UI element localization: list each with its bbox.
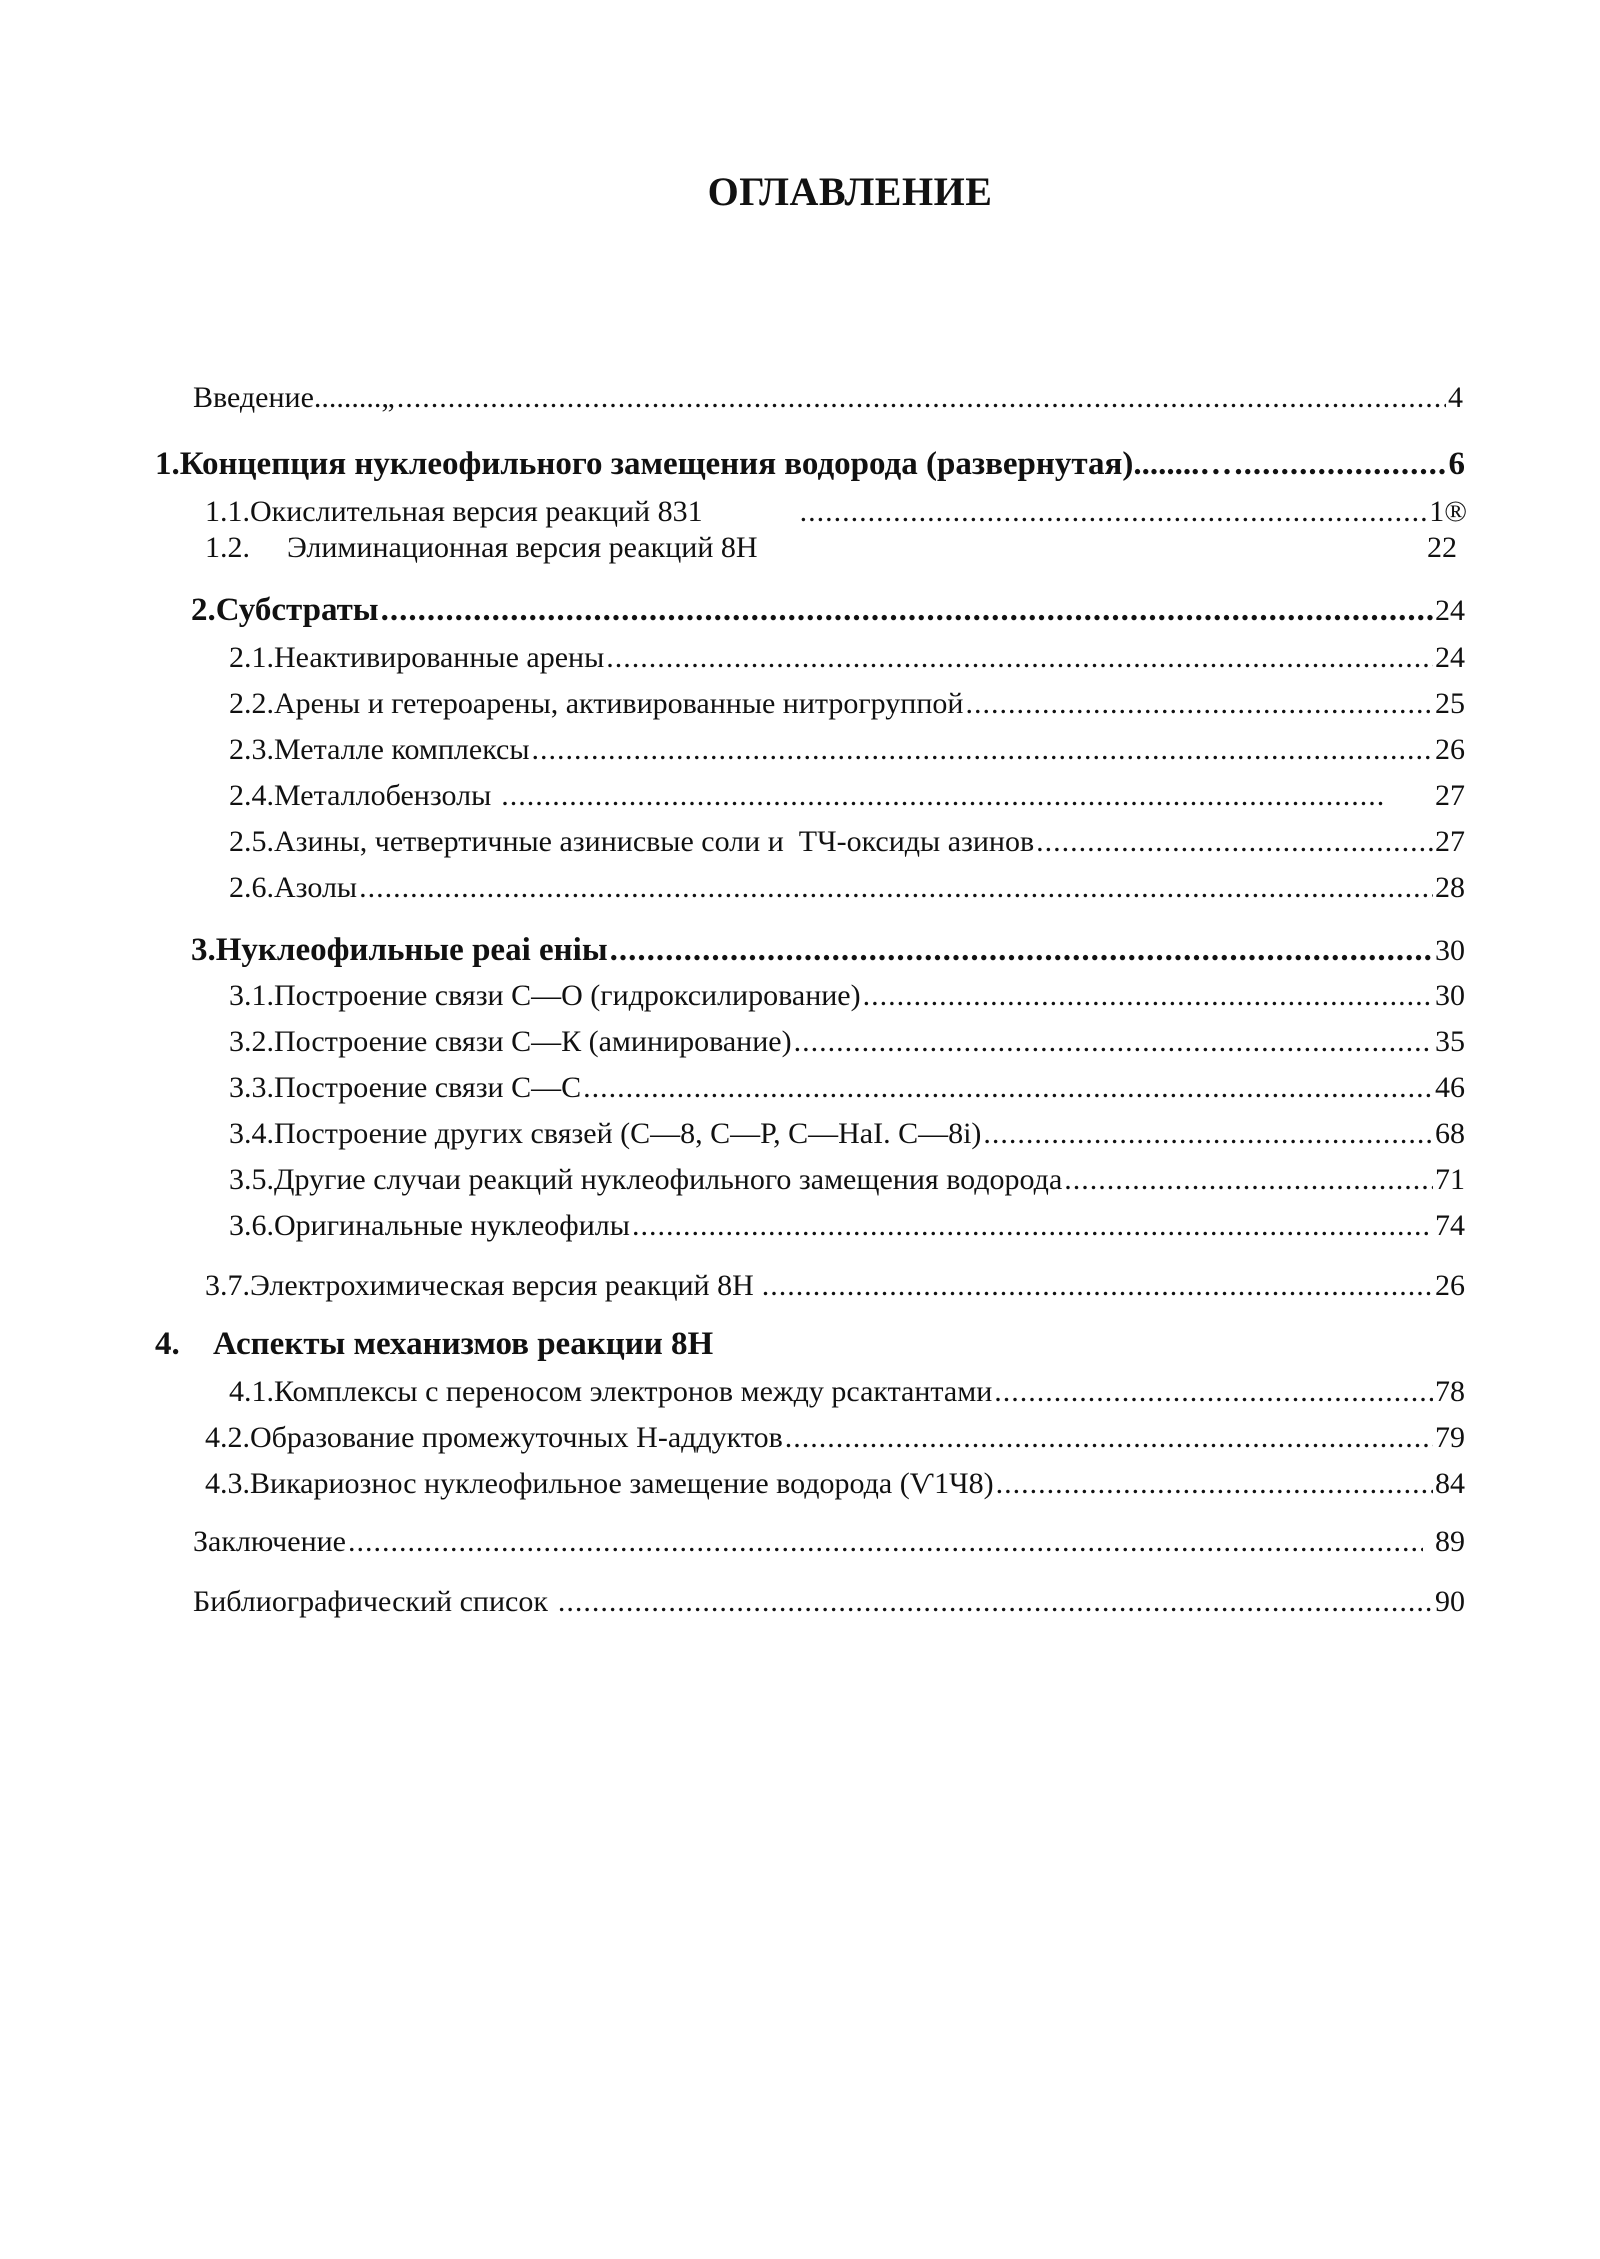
toc-entry-number: 2.2. [229,687,274,720]
toc-entry-section-3-6 [229,1206,1465,1246]
toc-entry-label: Металлобензолы [274,779,492,812]
toc-page-number: 26 [1435,1269,1465,1302]
toc-page-number: 4 [1448,381,1463,414]
dot-leader [606,638,1433,678]
toc-entry-label: Неактивированные арены [274,641,605,674]
toc-page-number: 26 [1435,733,1465,766]
dot-leader [558,1582,1433,1622]
toc-entry-section-3-1 [229,976,1465,1016]
toc-entry-label: Заключение [193,1525,346,1558]
dot-leader [501,776,1387,816]
toc-entry-label: Аспекты механизмов реакции 8Н [213,1326,714,1362]
toc-entry-number: 4.1. [229,1375,274,1408]
toc-entry-label: Электрохимическая версия реакций 8Н [250,1269,754,1302]
toc-entry-section-2-6 [229,868,1465,908]
dot-leader [863,976,1433,1016]
toc-entry-label: Другие случаи реакций нуклеофильного замещения водорода [274,1163,1063,1196]
toc-entry-bibliography [193,1582,1465,1622]
toc-page-number: 30 [1435,979,1465,1012]
toc-entry-number: 1.2. [205,531,250,564]
toc-entry-number: 2.4. [229,779,274,812]
toc-entry-section-3-2 [229,1022,1465,1062]
toc-entry-section-3-5 [229,1160,1465,1200]
toc-entry-label: Построение других связей (С—8, С—Р, С—НаІ. С—8і) [274,1117,982,1150]
toc-entry-label: Построение связи С—К (аминирование) [274,1025,792,1058]
toc-entry-label: Субстраты [215,592,379,628]
dot-leader [983,1114,1433,1154]
dot-leader [1036,822,1433,862]
dot-leader [800,492,1428,532]
dot-leader [965,684,1433,724]
toc-entry-section-1-1 [205,492,1467,532]
toc-entry-section-2-2 [229,684,1465,724]
toc-page-number: 79 [1435,1421,1465,1454]
toc-entry-number: 4. [155,1326,180,1362]
toc-page-number: 27 [1435,779,1465,812]
toc-entry-label: Азины, четвертичные азинисвые соли и ТЧ-оксиды азинов [274,825,1035,858]
toc-page-number: 24 [1435,641,1465,674]
dot-leader [610,930,1433,970]
toc-entry-number: 3. [191,932,216,968]
dot-leader [632,1206,1433,1246]
dot-leader [359,868,1433,908]
dot-leader [762,1266,1433,1306]
toc-entry-label: Викариознос нуклеофильное замещение водорода (Ѵ1Ч8) [250,1467,994,1500]
toc-page-number: 46 [1435,1071,1465,1104]
dot-leader [532,730,1433,770]
toc-entry-section-1-2 [205,528,1467,568]
toc-page-number: 25 [1435,687,1465,720]
toc-entry-label: Образование промежуточных Н-аддуктов [250,1421,783,1454]
toc-entry-label: Азолы [274,871,358,904]
toc-page-number: 30 [1435,934,1465,967]
toc-entry-number: 3.5. [229,1163,274,1196]
dot-leader [397,378,1446,418]
toc-entry-section-4-1 [229,1372,1465,1412]
toc-page-number: 1® [1429,495,1467,528]
toc-entry-conclusion [193,1522,1465,1562]
dot-leader [1234,444,1446,484]
toc-entry-label: Металле комплексы [274,733,530,766]
toc-entry-section-2-5 [229,822,1465,862]
toc-entry-section-2-3 [229,730,1465,770]
toc-entry-introduction [193,378,1463,418]
toc-page-number: 84 [1435,1467,1465,1500]
dot-leader [994,1372,1433,1412]
toc-entry-label: Нуклеофильные реаі еніы [215,932,608,968]
toc-entry-chapter-1 [155,444,1465,484]
toc-entry-chapter-3 [191,930,1465,971]
dot-leader [794,1022,1433,1062]
toc-page-number: 68 [1435,1117,1465,1150]
toc-entry-number: 3.2. [229,1025,274,1058]
toc-page-number: 24 [1435,594,1465,627]
page-title: ОГЛАВЛЕНИЕ [707,169,993,214]
dot-leader [1064,1160,1433,1200]
toc-entry-label: Окислительная версия реакций 831 [250,495,703,528]
toc-entry-label: Элиминационная версия реакций 8Н [287,531,758,564]
toc-entry-number: 3.7. [205,1269,250,1302]
toc-entry-number: 3.1. [229,979,274,1012]
toc-entry-section-3-3 [229,1068,1465,1108]
toc-entry-number: 4.3. [205,1467,250,1500]
toc-entry-chapter-2 [191,590,1465,631]
toc-page-number: 78 [1435,1375,1465,1408]
toc-entry-number: 2.3. [229,733,274,766]
toc-entry-number: 3.3. [229,1071,274,1104]
toc-page-number: 90 [1435,1585,1465,1618]
toc-entry-section-4-2 [205,1418,1465,1458]
dot-leader [583,1068,1433,1108]
toc-entry-label: Библиографический список [193,1585,548,1618]
toc-entry-label: Концепция нуклеофильного замещения водорода (развернутая)........… [179,446,1233,482]
toc-entry-label: Комплексы с переносом электронов между рсактантами [274,1375,993,1408]
toc-page-number: 27 [1435,825,1465,858]
toc-entry-number: 1.1. [205,495,250,528]
dot-leader [785,1418,1433,1458]
toc-entry-number: 2. [191,592,216,628]
toc-entry-number: 1. [155,446,180,482]
toc-entry-section-4-3 [205,1464,1465,1504]
toc-page-number: 89 [1435,1525,1465,1558]
toc-entry-section-2-4 [229,776,1465,816]
toc-entry-section-2-1 [229,638,1465,678]
toc-page-number: 71 [1435,1163,1465,1196]
toc-entry-chapter-4 [155,1324,1465,1364]
toc-entry-section-3-7 [205,1266,1465,1306]
toc-entry-number: 3.6. [229,1209,274,1242]
toc-page-number: 6 [1448,446,1465,482]
toc-page-number: 28 [1435,871,1465,904]
toc-entry-label: Построение связи С—О (гидроксилирование) [274,979,861,1012]
toc-entry-number: 3.4. [229,1117,274,1150]
toc-entry-number: 2.5. [229,825,274,858]
dot-leader [381,590,1433,630]
toc-entry-section-3-4 [229,1114,1465,1154]
toc-page-number: 35 [1435,1025,1465,1058]
toc-entry-label: Введение.........„ [193,381,395,414]
dot-leader [996,1464,1433,1504]
toc-entry-label: Построение связи С—С [274,1071,582,1104]
toc-page-number: 22 [1427,531,1457,564]
toc-entry-label: Оригинальные нуклеофилы [274,1209,630,1242]
toc-entry-number: 2.1. [229,641,274,674]
toc-entry-number: 2.6. [229,871,274,904]
toc-entry-number: 4.2. [205,1421,250,1454]
toc-page-number: 74 [1435,1209,1465,1242]
dot-leader [348,1522,1423,1562]
toc-entry-label: Арены и гетероарены, активированные нитрогруппой [274,687,964,720]
